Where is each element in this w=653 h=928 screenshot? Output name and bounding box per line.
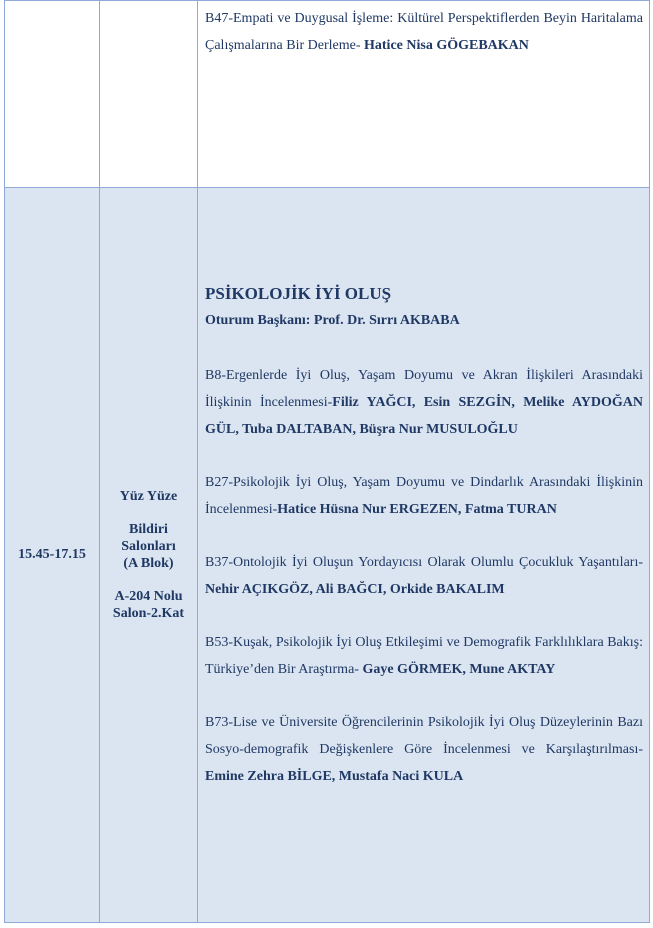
paper-authors: Nehir AÇIKGÖZ, Ali BAĞCI, Orkide BAKALIM: [205, 582, 505, 597]
session-time: 15.45-17.15: [18, 547, 86, 562]
papers-cell: [198, 1, 650, 188]
paper-entry: [205, 629, 643, 683]
paper-title: B37-Ontolojik İyi Oluşun Yordayıcısı Olarak Olumlu Çocukluk Yaşantıları-: [205, 555, 643, 570]
time-cell: [5, 188, 100, 923]
place-line: (A Blok): [123, 556, 174, 571]
place-line: Yüz Yüze: [119, 489, 178, 504]
place-line: Salonları: [121, 539, 176, 554]
paper-authors: Hatice Nisa GÖGEBAKAN: [364, 38, 529, 53]
place-cell: [100, 1, 198, 188]
paper-authors: Filiz YAĞCI, Esin SEZGİN, Melike AYDOĞAN GÜL, Tuba DALTABAN, Büşra Nur MUSULOĞLU: [205, 395, 643, 437]
paper-entry: [205, 709, 643, 790]
place-line: A-204 Nolu: [114, 589, 183, 604]
paper-authors: Emine Zehra BİLGE, Mustafa Naci KULA: [205, 769, 464, 784]
place-cell: [100, 188, 198, 923]
paper-title: B47-Empati ve Duygusal İşleme: Kültürel Perspektiflerden Beyin Haritalama Çalışmalarına Bir Derleme-: [205, 11, 643, 53]
schedule-row: [5, 188, 650, 923]
paper-entry: [205, 469, 643, 523]
session-chair: Oturum Başkanı: Prof. Dr. Sırrı AKBABA: [205, 313, 460, 328]
time-cell: [5, 1, 100, 188]
paper-title: B27-Psikolojik İyi Oluş, Yaşam Doyumu ve Dindarlık Arasındaki İlişkinin İncelenmesi-: [205, 475, 643, 517]
paper-title: B73-Lise ve Üniversite Öğrencilerinin Psikolojik İyi Oluş Düzeylerinin Bazı Sosyo-demografik Değişkenlere Göre İncelenmesi ve Karşılaştırılması-: [205, 715, 643, 757]
paper-title: B53-Kuşak, Psikolojik İyi Oluş Etkileşimi ve Demografik Farklılıklara Bakış: Türkiye’den Bir Araştırma-: [205, 635, 643, 677]
paper-entry: [205, 362, 643, 443]
paper-authors: Gaye GÖRMEK, Mune AKTAY: [362, 662, 556, 677]
papers-cell: [198, 188, 650, 923]
paper-authors: Hatice Hüsna Nur ERGEZEN, Fatma TURAN: [277, 502, 557, 517]
schedule-row: [5, 1, 650, 188]
session-title: PSİKOLOJİK İYİ OLUŞ: [205, 284, 392, 303]
place-line: Salon-2.Kat: [112, 606, 185, 621]
paper-entry: [205, 549, 643, 603]
paper-entry: [205, 5, 643, 59]
place-line: Bildiri: [129, 522, 168, 537]
paper-title: B8-Ergenlerde İyi Oluş, Yaşam Doyumu ve Akran İlişkileri Arasındaki İlişkinin İncelenmesi-: [205, 368, 643, 410]
schedule-table: [4, 0, 650, 923]
